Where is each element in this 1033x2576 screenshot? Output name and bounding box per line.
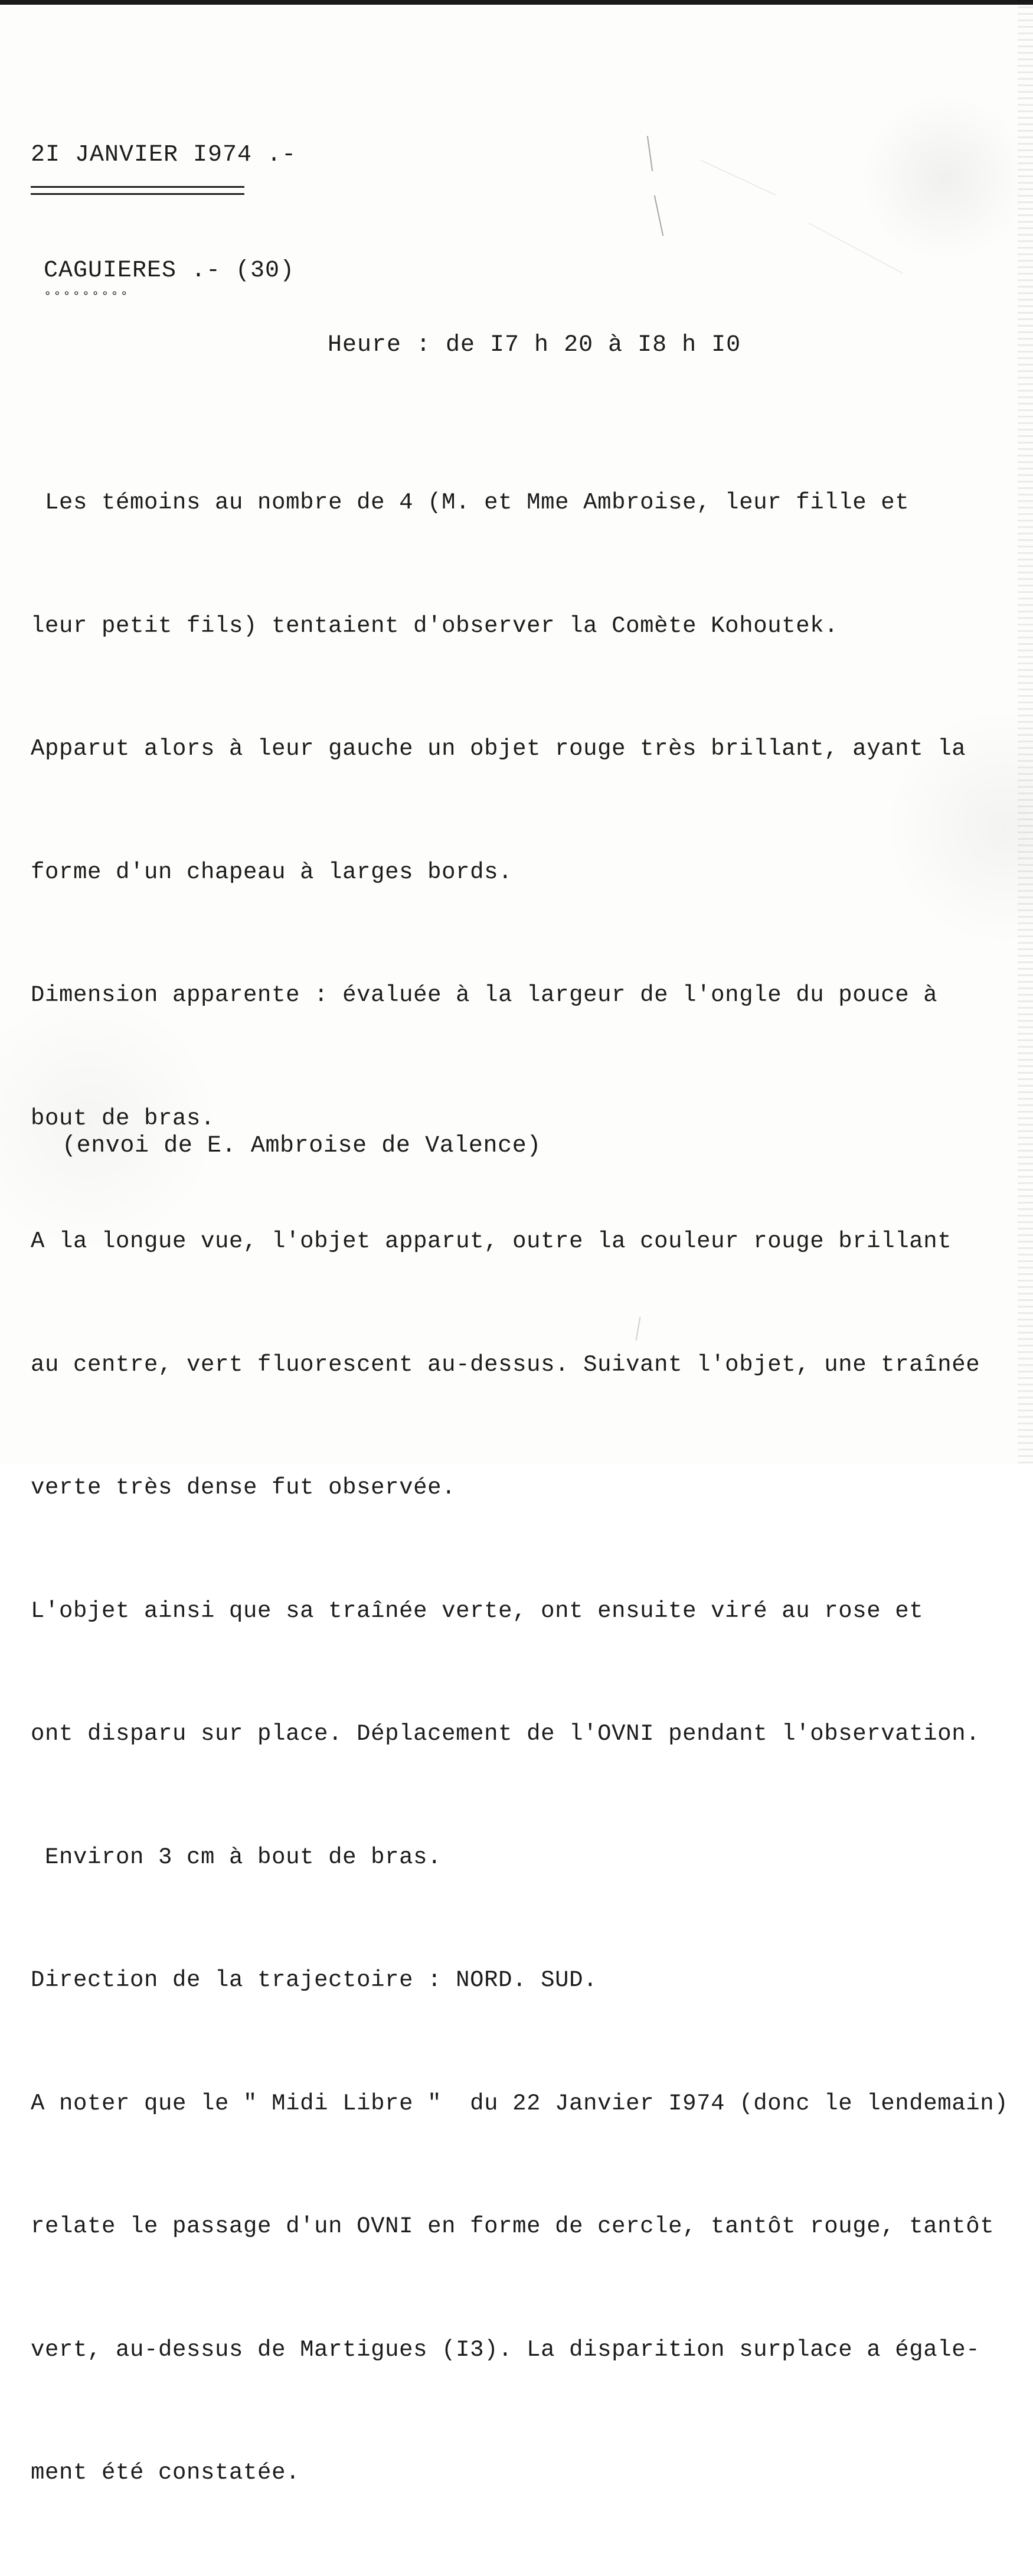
report-time: Heure : de I7 h 20 à I8 h I0 bbox=[328, 332, 741, 358]
body-line: Dimension apparente : évaluée à la largeur de l'ongle du pouce à bbox=[31, 982, 938, 1008]
body-line: leur petit fils) tentaient d'observer la Comète Kohoutek. bbox=[31, 612, 839, 639]
body-line: relate le passage d'un OVNI en forme de cercle, tantôt rouge, tantôt bbox=[31, 2213, 995, 2239]
body-line: ont disparu sur place. Déplacement de l'OVNI pendant l'observation. bbox=[31, 1721, 980, 1747]
body-line: L'objet ainsi que sa traînée verte, ont ensuite viré au rose et bbox=[31, 1597, 924, 1624]
report-date: 2I JANVIER I974 .- bbox=[31, 142, 297, 168]
scan-mark bbox=[654, 195, 664, 236]
body-line: A la longue vue, l'objet apparut, outre la couleur rouge brillant bbox=[31, 1228, 952, 1254]
report-body bbox=[31, 400, 1009, 2576]
body-line: Direction de la trajectoire : NORD. SUD. bbox=[31, 1967, 598, 1993]
scan-mark bbox=[809, 223, 903, 273]
body-line: Environ 3 cm à bout de bras. bbox=[31, 1844, 442, 1870]
body-line: bout de bras. bbox=[31, 1105, 215, 1132]
place-underline-dots: °°°°°°°°° bbox=[44, 289, 130, 304]
body-line: Apparut alors à leur gauche un objet rouge très brillant, ayant la bbox=[31, 736, 966, 762]
body-line: ment été constatée. bbox=[31, 2460, 300, 2486]
body-line: Les témoins au nombre de 4 (M. et Mme Ambroise, leur fille et bbox=[31, 490, 910, 516]
scan-mark bbox=[700, 159, 775, 195]
right-edge-shadow bbox=[1018, 0, 1033, 1464]
body-line: A noter que le " Midi Libre " du 22 Janvier I974 (donc le lendemain) bbox=[31, 2090, 1009, 2117]
body-line: forme d'un chapeau à larges bords. bbox=[31, 859, 513, 885]
source-attribution: (envoi de E. Ambroise de Valence) bbox=[62, 1133, 541, 1159]
body-line: vert, au-dessus de Martigues (I3). La disparition surplace a égale- bbox=[31, 2336, 980, 2363]
report-place: CAGUIERES .- (30) bbox=[44, 257, 295, 284]
body-line: verte très dense fut observée. bbox=[31, 1475, 456, 1501]
scan-mark bbox=[647, 136, 653, 171]
date-underline bbox=[31, 186, 244, 195]
top-edge-rule bbox=[0, 0, 1033, 5]
body-line: au centre, vert fluorescent au-dessus. Suivant l'objet, une traînée bbox=[31, 1351, 980, 1378]
